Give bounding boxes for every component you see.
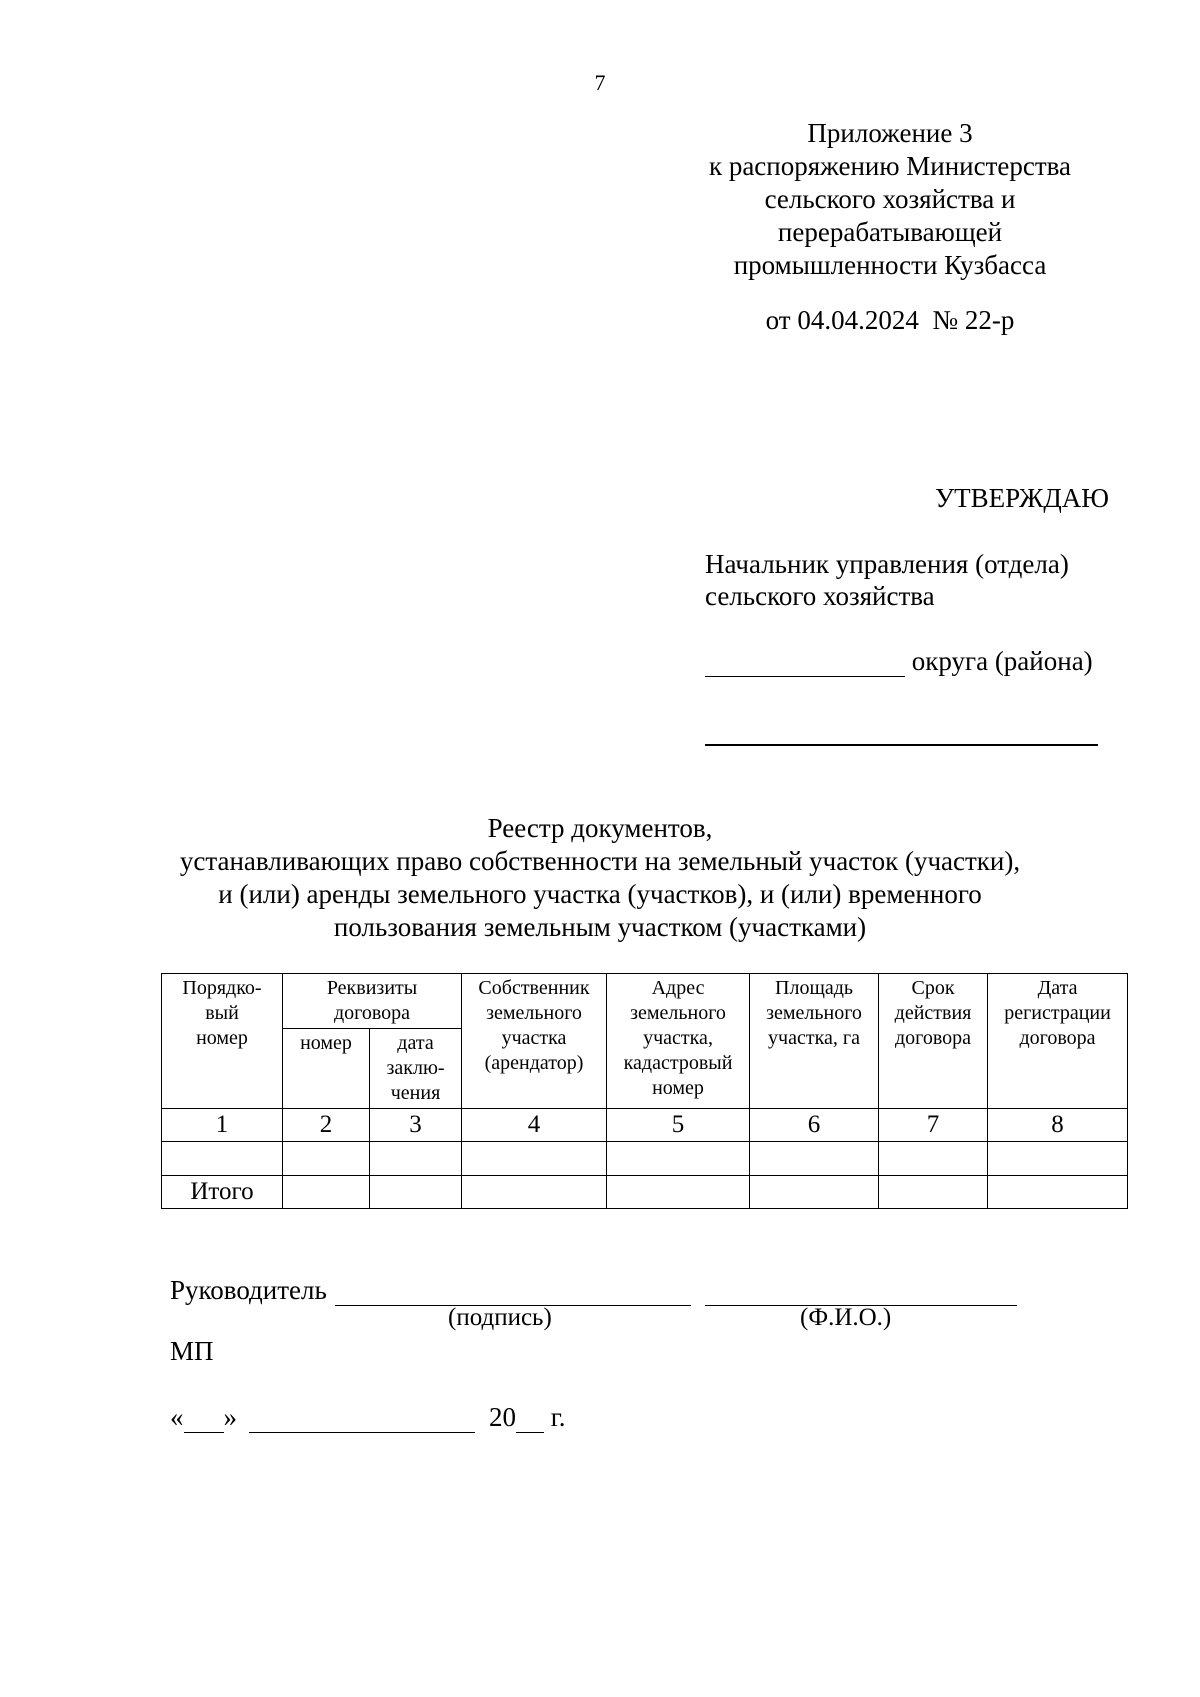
table-cell[interactable]	[988, 1176, 1128, 1209]
head-signature-line	[170, 1275, 1017, 1306]
table-cell[interactable]	[462, 1142, 607, 1176]
registry-title	[0, 812, 1200, 944]
registry-title-line: пользования земельным участком (участками)	[333, 912, 867, 942]
column-numbers-row	[162, 1109, 1128, 1142]
table-cell[interactable]	[879, 1176, 988, 1209]
registry-title-line: и (или) аренды земельного участка (участков), и (или) временного	[218, 879, 982, 909]
month-blank[interactable]	[249, 1406, 475, 1433]
column-number: 6	[750, 1109, 879, 1142]
table-cell[interactable]	[370, 1176, 462, 1209]
year-prefix: 20	[489, 1402, 516, 1432]
column-number: 3	[370, 1109, 462, 1142]
header-order-number: Порядко- вый номер	[162, 974, 283, 1109]
column-number: 8	[988, 1109, 1128, 1142]
seal-place: МП	[170, 1336, 214, 1366]
table-cell[interactable]	[283, 1176, 370, 1209]
fio-caption: (Ф.И.О.)	[800, 1304, 892, 1331]
header-term: Срок действия договора	[879, 974, 988, 1109]
date-line	[170, 1402, 566, 1433]
fio-blank[interactable]	[705, 1279, 1017, 1306]
okrug-line	[705, 646, 1093, 677]
date-close-quote: »	[223, 1402, 237, 1432]
registry-title-line: устанавливающих право собственности на земельный участок (участки),	[179, 846, 1021, 876]
approval-title: УТВЕРЖДАЮ	[935, 483, 1110, 513]
table-cell[interactable]	[283, 1142, 370, 1176]
year-suffix: г.	[544, 1402, 566, 1432]
signature-blank[interactable]	[335, 1279, 691, 1306]
table-cell[interactable]	[462, 1176, 607, 1209]
approver-signature-blank[interactable]	[705, 744, 1098, 746]
table-row	[162, 1142, 1128, 1176]
registry-title-line: Реестр документов,	[487, 813, 713, 843]
year-blank[interactable]	[516, 1406, 544, 1433]
table-cell[interactable]	[370, 1142, 462, 1176]
registry-table	[161, 973, 1128, 1209]
table-cell[interactable]	[162, 1142, 283, 1176]
column-number: 5	[607, 1109, 750, 1142]
column-number: 1	[162, 1109, 283, 1142]
header-registration-date: Дата регистрации договора	[988, 974, 1128, 1109]
appendix-line: Приложение 3	[807, 118, 973, 148]
table-cell[interactable]	[750, 1142, 879, 1176]
head-label: Руководитель	[170, 1275, 327, 1305]
total-row	[162, 1176, 1128, 1209]
appendix-line: к распоряжению Министерства	[708, 151, 1072, 181]
column-number: 7	[879, 1109, 988, 1142]
order-reference: от 04.04.2024 № 22-р	[765, 305, 1015, 335]
header-area: Площадь земельного участка, га	[750, 974, 879, 1109]
okrug-text: округа (района)	[905, 646, 1093, 676]
header-requisites: Реквизиты договора	[283, 974, 462, 1029]
signature-caption: (подпись)	[448, 1304, 552, 1331]
page-number: 7	[594, 70, 606, 95]
okrug-blank[interactable]	[705, 650, 905, 677]
total-label: Итого	[162, 1176, 283, 1209]
header-contract-number: номер	[283, 1029, 370, 1109]
day-blank[interactable]	[184, 1406, 224, 1433]
table-cell[interactable]	[607, 1176, 750, 1209]
approval-position	[705, 548, 1069, 612]
column-number: 4	[462, 1109, 607, 1142]
column-number: 2	[283, 1109, 370, 1142]
appendix-line: промышленности Кузбасса	[733, 250, 1047, 280]
header-contract-date: дата заклю- чения	[370, 1029, 462, 1109]
appendix-line: перерабатывающей	[777, 217, 1003, 247]
table-cell[interactable]	[988, 1142, 1128, 1176]
table-cell[interactable]	[607, 1142, 750, 1176]
appendix-header	[700, 117, 1080, 337]
header-address: Адрес земельного участка, кадастровый номер	[607, 974, 750, 1109]
table-cell[interactable]	[879, 1142, 988, 1176]
date-open-quote: «	[170, 1402, 184, 1432]
position-line: Начальник управления (отдела)	[705, 549, 1069, 579]
header-owner: Собственник земельного участка (арендатор)	[462, 974, 607, 1109]
position-line: сельского хозяйства	[705, 581, 935, 611]
table-cell[interactable]	[750, 1176, 879, 1209]
appendix-line: сельского хозяйства и	[764, 184, 1016, 214]
